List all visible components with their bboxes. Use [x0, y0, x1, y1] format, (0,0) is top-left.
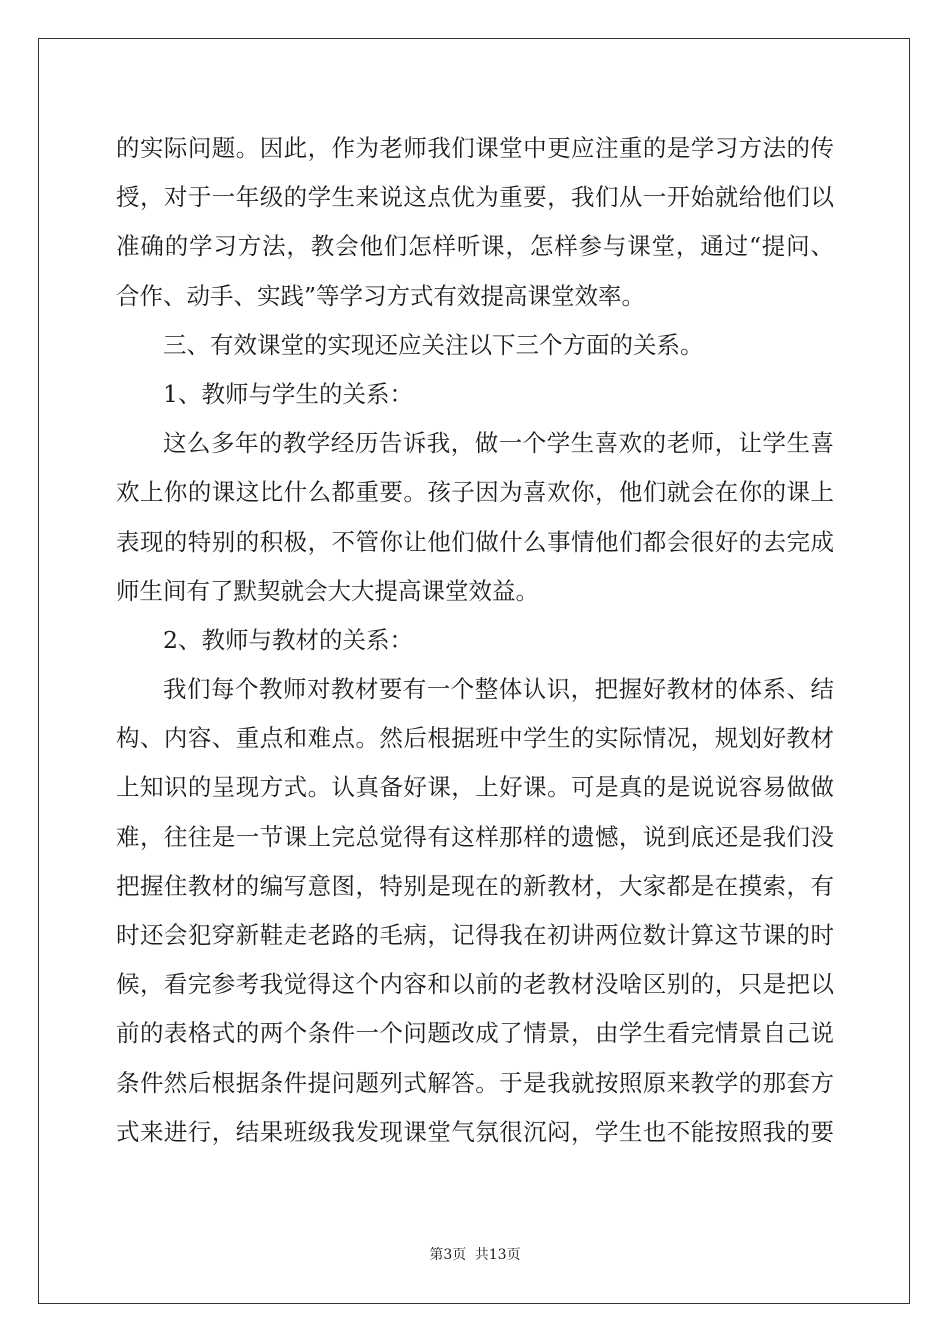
text-line: 式来进行，结果班级我发现课堂气氛很沉闷，学生也不能按照我的要: [116, 1117, 834, 1146]
page-footer: [0, 1244, 950, 1264]
text-line: 的实际问题。因此，作为老师我们课堂中更应注重的是学习方法的传: [116, 134, 834, 162]
text-line: 准确的学习方法，教会他们怎样听课，怎样参与课堂，通过“提问、: [116, 232, 834, 261]
text-line: 欢上你的课这比什么都重要。孩子因为喜欢你，他们就会在你的课上: [116, 478, 834, 507]
page-number: 第3页: [429, 1247, 467, 1263]
text-line: 把握住教材的编写意图，特别是现在的新教材，大家都是在摸索，有: [116, 871, 834, 900]
text-line: 构、内容、重点和难点。然后根据班中学生的实际情况，规划好教材: [116, 724, 834, 753]
text-line: 1、教师与学生的关系：: [163, 379, 413, 408]
text-line: 这么多年的教学经历告诉我，做一个学生喜欢的老师，让学生喜: [163, 429, 834, 458]
text-line: 候，看完参考我觉得这个内容和以前的老教材没啥区别的，只是把以: [116, 970, 834, 999]
text-line: 条件然后根据条件提问题列式解答。于是我就按照原来教学的那套方: [116, 1068, 834, 1097]
text-line: 前的表格式的两个条件一个问题改成了情景，由学生看完情景自己说: [116, 1019, 834, 1048]
text-line: 三、有效课堂的实现还应关注以下三个方面的关系。: [163, 330, 704, 359]
text-line: 合作、动手、实践”等学习方式有效提高课堂效率。: [116, 281, 646, 310]
text-line: 表现的特别的积极，不管你让他们做什么事情他们都会很好的去完成: [116, 527, 834, 556]
text-line: 2、教师与教材的关系：: [163, 625, 413, 654]
document-body: [116, 124, 834, 1157]
text-line: 我们每个教师对教材要有一个整体认识，把握好教材的体系、结: [163, 675, 834, 704]
text-line: 师生间有了默契就会大大提高课堂效益。: [116, 576, 539, 605]
page-total: 共13页: [474, 1247, 521, 1263]
text-line: 授，对于一年级的学生来说这点优为重要，我们从一开始就给他们以: [116, 183, 834, 212]
text-line: 上知识的呈现方式。认真备好课，上好课。可是真的是说说容易做做: [116, 773, 834, 802]
text-line: 难，往往是一节课上完总觉得有这样那样的遗憾，说到底还是我们没: [116, 822, 834, 851]
text-line: 时还会犯穿新鞋走老路的毛病，记得我在初讲两位数计算这节课的时: [116, 921, 834, 949]
